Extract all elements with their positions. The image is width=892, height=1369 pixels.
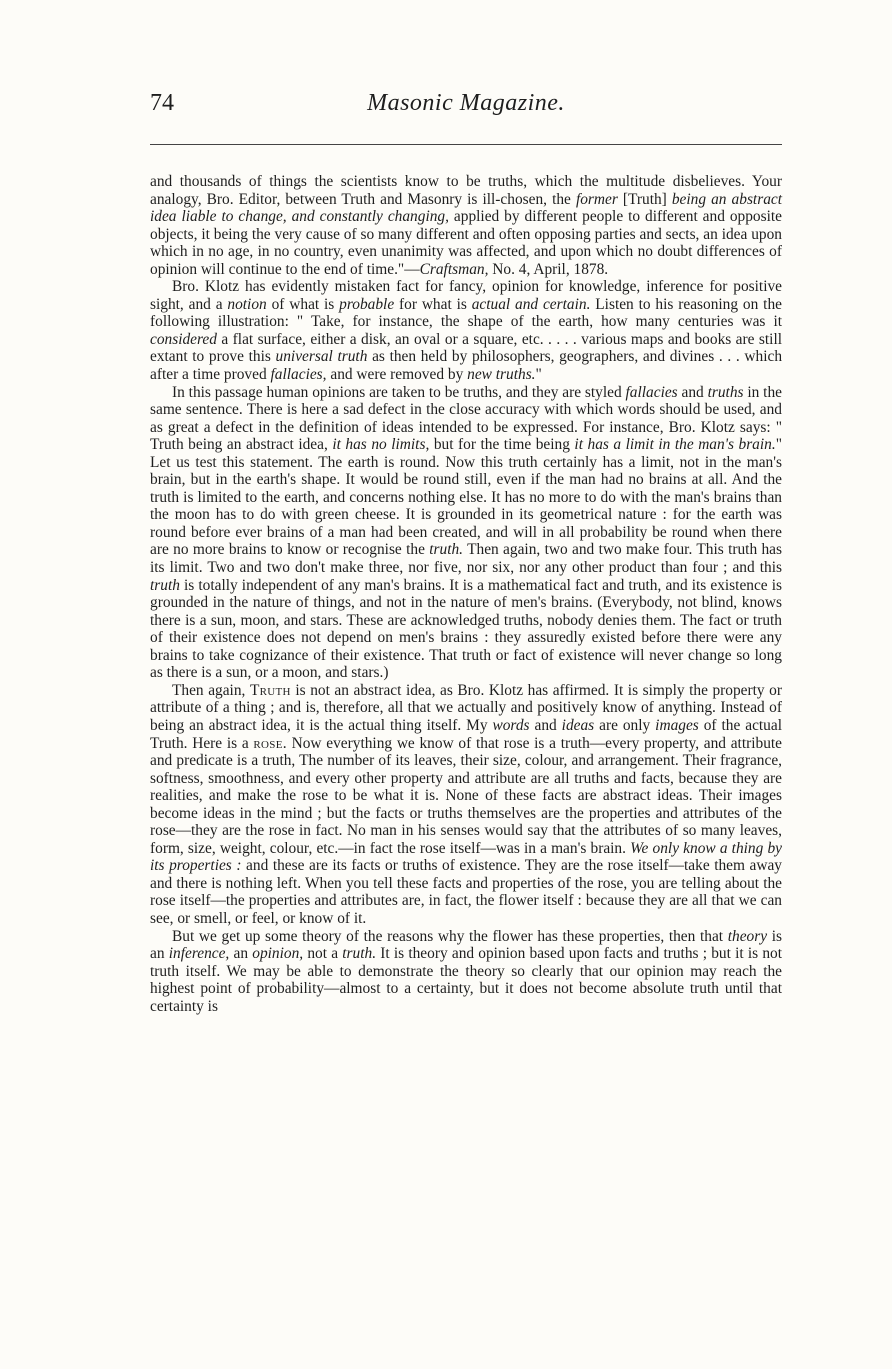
italic-text: actual and certain. [471, 295, 591, 313]
text-run: But we get up some theory of the reasons why the flower has these properties, then that [172, 927, 728, 945]
paragraph [150, 682, 782, 928]
text-run: but for the time being [429, 436, 575, 454]
text-run: and were removed by [326, 366, 468, 384]
italic-text: ideas [561, 716, 595, 734]
small-caps-text: Truth [249, 681, 291, 699]
text-run: Then again, two and two make four. This truth has its limit. Two and two don't make three, nor five, nor six, nor any other product than four ; and this [150, 541, 782, 577]
text-run: and [677, 383, 708, 401]
text-run: for what is [394, 295, 472, 313]
text-run: of what is [266, 295, 340, 313]
paragraph [150, 928, 782, 1016]
text-run: of the actual Truth. Here is a [150, 716, 782, 752]
italic-text: opinion, [252, 945, 304, 963]
paragraph [150, 384, 782, 682]
italic-text: it has a limit in the man's brain. [574, 436, 776, 454]
italic-text: universal truth [275, 348, 368, 366]
text-run: in the same sentence. There is here a sad defect in the close accuracy with which words should be used, and as great a defect in the definition of ideas intended to be expressed. For instance, Bro. Klotz says: " Truth being an abstract idea, [150, 383, 782, 454]
page-header [150, 90, 782, 130]
text-run: not a [303, 945, 343, 963]
italic-text: words [492, 716, 530, 734]
italic-text: theory [727, 927, 768, 945]
text-run: and these are its facts or truths of existence. They are the rose itself—take them away and there is nothing left. When you tell these facts and properties of the rose, you are telling about the rose itself—the properties and attributes are, in fact, the flower itself : because they are all that we can see, or smell, or feel, or know of it. [150, 857, 783, 927]
text-run: Bro. Klotz has evidently mistaken fact for fancy, opinion for knowledge, inference for positive sight, and a [150, 278, 782, 313]
running-title: Masonic Magazine. [367, 90, 565, 116]
italic-text: fallacies [625, 383, 678, 401]
italic-text: considered [150, 330, 217, 348]
italic-text: fallacies, [270, 366, 327, 384]
text-run: and thousands of things the scientists know to be truths, which the multitude disbelieves. Your analogy, Bro. Editor, between Truth and Masonry is ill-chosen, the [150, 173, 782, 208]
italic-text: being an abstract idea liable to change, and constantly changing, [150, 190, 782, 226]
text-run: Then again, [172, 681, 250, 699]
text-run: is totally independent of any man's brains. It is a mathematical fact and truth, and its existence is grounded in the nature of things, and not in the nature of men's brains. (Everybody, not blind, knows there is a sun, moon, and stars. These are acknowledged truths, nobody denies them. The fact or truth of their existence does not depend on men's brains : they assuredly existed before there were any brains to take cognizance of their existence. That truth or fact of existence will never change so long as there is a sun, or a moon, and stars.) [150, 576, 782, 682]
text-run: are only [594, 716, 656, 734]
italic-text: former [575, 190, 618, 208]
text-run: an [229, 945, 253, 963]
text-run: [Truth] [617, 190, 672, 208]
paragraph [150, 173, 782, 278]
italic-text: notion [227, 295, 267, 313]
article-body [150, 173, 782, 1015]
italic-text: inference, [168, 945, 230, 963]
italic-text: probable [339, 295, 395, 313]
text-run: " [535, 366, 542, 384]
small-caps-text: rose. [253, 734, 287, 752]
text-run: Listen to his reasoning on the following illustration: " Take, for instance, the shape of the earth, how many centuries was it [150, 295, 782, 331]
italic-text: it has no limits, [332, 436, 430, 454]
page-number: 74 [150, 90, 174, 116]
text-run: is an [150, 927, 782, 963]
text-run: applied by different people to different and opposite objects, it being the very cause of so many different and often opposing parties and sects, an idea upon which in no age, in no country, even unanimity was affected, and upon which no doubt differences of opinion will continue to the end of time."— [150, 208, 783, 278]
italic-text: We only know a thing by its properties : [150, 839, 782, 875]
italic-text: truth. [342, 945, 377, 963]
text-run: No. 4, April, 1878. [488, 260, 609, 278]
text-run: is not an abstract idea, as Bro. Klotz has affirmed. It is simply the property or attribute of a thing ; and is, therefore, all that we actually and positively know of anything. Instead of being an abstract idea, it is the actual thing itself. My [150, 681, 782, 734]
text-run: In this passage human opinions are taken to be truths, and they are styled [172, 383, 626, 401]
paragraph [150, 278, 782, 383]
header-rule [150, 144, 782, 145]
text-run: and [529, 716, 562, 734]
italic-text: truth [150, 576, 180, 594]
text-run: " Let us test this statement. The earth is round. Now this truth certainly has a limit, not in the man's brain, but in the earth's shape. It would be round still, even if the man had no brains at all. And the truth is limited to the earth, and concerns nothing else. It has no more to do with the man's brains than the moon has to do with green cheese. It is grounded in its geometrical nature : for the earth was round before ever brains of a man had been created, and will in all probability be round when there are no more brains to know or recognise the [150, 436, 782, 559]
italic-text: images [655, 716, 699, 734]
italic-text: truth. [429, 541, 464, 559]
italic-text: Craftsman, [419, 260, 489, 278]
text-run: a flat surface, either a disk, an oval or a square, etc. . . . . various maps and books are still extant to prove this [150, 330, 782, 366]
italic-text: new truths. [467, 366, 536, 384]
text-run: as then held by philosophers, geographers, and divines . . . which after a time proved [150, 348, 783, 384]
text-run: It is theory and opinion based upon facts and truths ; but it is not truth itself. We may be able to demonstrate the theory so clearly that our opinion may reach the highest point of probability—almost to a certainty, but it does not become absolute truth until that certainty is [150, 945, 782, 1015]
text-run: Now everything we know of that rose is a truth—every property, and attribute and predicate is a truth, The number of its leaves, their size, colour, and arrangement. Their fragrance, softness, smoothness, and every other property and attribute are all truths and facts, because they are realities, and make the rose to be what it is. None of these facts are abstract ideas. Their images become ideas in the mind ; but the facts or truths themselves are the properties and attributes of the rose—they are the rose in fact. No man in his senses would say that the attributes of so many leaves, form, size, weight, colour, etc.—in fact the rose itself—was in a man's brain. [150, 734, 783, 857]
italic-text: truths [707, 383, 744, 401]
